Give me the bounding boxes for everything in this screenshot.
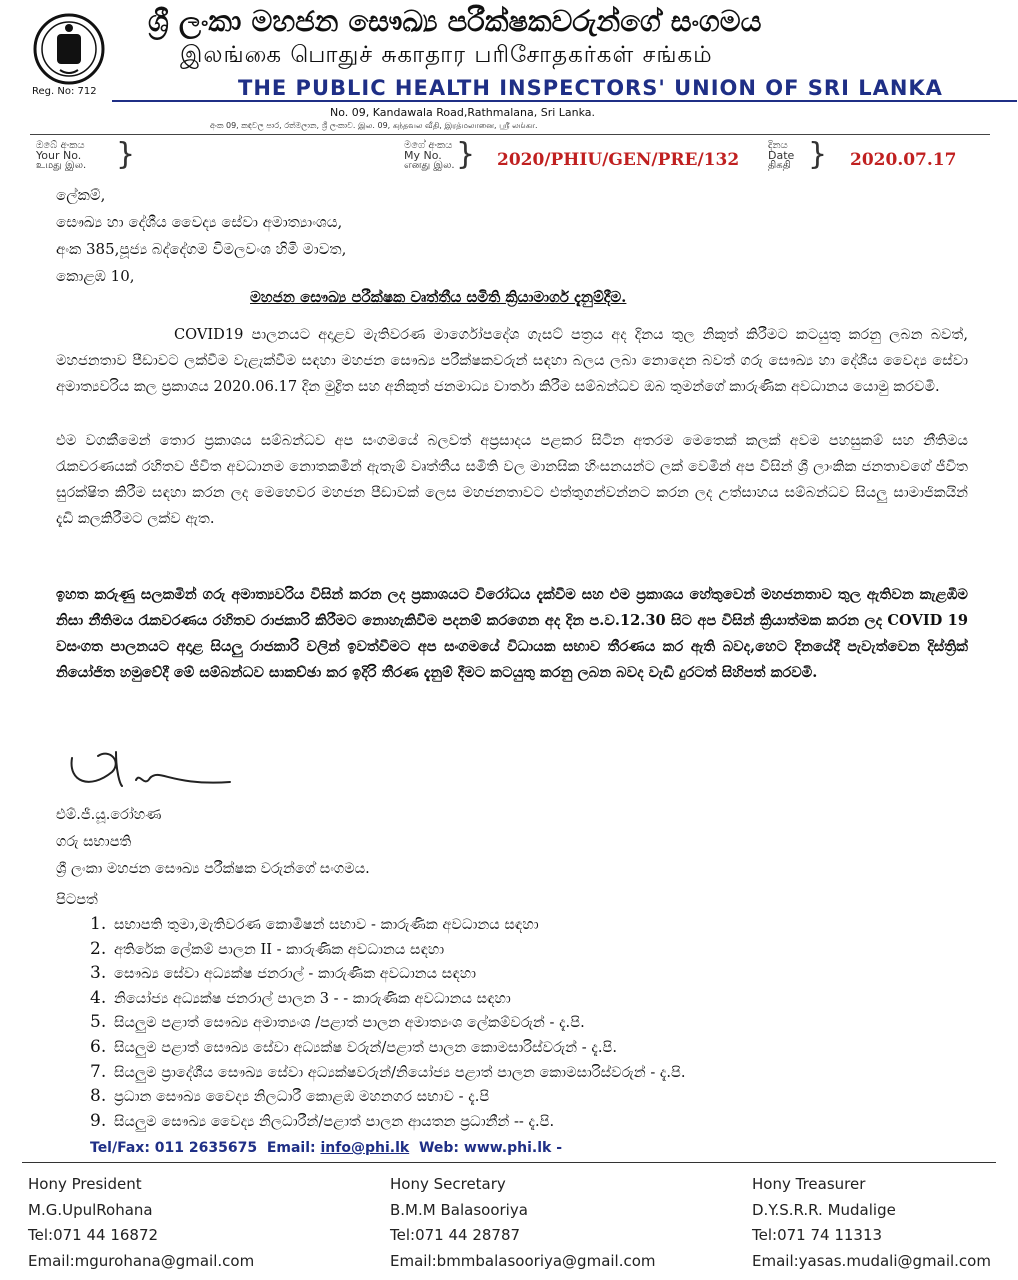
email-label: Email:: [266, 1140, 316, 1156]
list-item: 1. සභාපති තුමා,මැතිවරණ කොමිෂන් සභාව - කාරුණික අවධානය සඳහා: [90, 914, 539, 934]
list-item: 2. අතිරේක ලේකම් පාලන II - කාරුණික අවධානය සඳහා: [90, 938, 445, 959]
contact-line: [90, 1140, 562, 1156]
list-item: 7. සියලුම ප්‍රාදේශීය සෞඛ්‍ය සේවා අධ්‍යක්ෂවරුන්/නියෝජ්‍ය පළාත් පාලන කොමසාරිස්වරුන් - දැ.පි.: [90, 1061, 686, 1082]
registration-number: Reg. No: 712: [32, 86, 97, 97]
my-reference-number: 2020/PHIU/GEN/PRE/132: [497, 150, 740, 170]
my-no-brace: }: [456, 137, 476, 172]
signer-block: [56, 802, 370, 883]
title-sinhala: ශ්‍රී ලංකා මහජන සෞඛ්‍ය පරීක්ෂකවරුන්ගේ සංගමය: [148, 4, 762, 38]
union-emblem-logo: [30, 12, 108, 86]
recipient-line: අංක 385,පූජ්‍ය බද්දේගම විමලවංශ හිමි මාවත,: [56, 240, 347, 258]
recipient-line: කොළඹ 10,: [56, 267, 135, 285]
address-english: No. 09, Kandawala Road,Rathmalana, Sri Lanka.: [330, 106, 596, 119]
list-item: 4. නියෝජ්‍ය අධ්‍යක්ෂ ජනරාල් පාලන 3 - - කාරුණික අවධානය සඳහා: [90, 987, 511, 1008]
title-english: THE PUBLIC HEALTH INSPECTORS' UNION OF SRI LANKA: [238, 76, 943, 100]
date-brace: }: [808, 137, 828, 172]
recipient-line: ලේකම්,: [56, 186, 106, 204]
your-no-label: ඔබේ අංකය Your No. உமது இல.: [36, 140, 87, 171]
recipient-line: සෞඛ්‍ය හා දේශීය වෛද්‍ය සේවා අමාත්‍යාංශය,: [56, 213, 343, 231]
letter-subject: මහජන සෞඛ්‍ය පරීක්ෂක වෘත්තීය සමිති ක්‍රියාමාර්ග දැනුම්දීම.: [250, 288, 627, 306]
officer-secretary: Hony Secretary B.M.M Balasooriya Tel:071 44 28787 Email:bmmbalasooriya@gmail.com: [390, 1175, 656, 1270]
footer-rule: [22, 1162, 996, 1163]
list-item: 3. සෞඛ්‍ය සේවා අධ්‍යක්ෂ ජනරාල් - කාරුණික අවධානය සඳහා: [90, 963, 476, 984]
list-item: 8. ප්‍රධාන සෞඛ්‍ය වෛද්‍ය නිලධාරී කොළඹ මහනගර සභාව - දැ.පි: [90, 1086, 490, 1107]
web-link[interactable]: Web: www.phi.lk -: [418, 1140, 563, 1156]
date-label: දිනය Date திகதி: [768, 140, 795, 171]
telfax: Tel/Fax: 011 2635675: [90, 1140, 258, 1156]
signer-organization: ශ්‍රී ලංකා මහජන සෞඛ්‍ය පරීක්ෂක වරුන්ගේ සංගමය.: [56, 861, 370, 877]
email-link[interactable]: info@phi.lk: [320, 1140, 410, 1156]
body-paragraph-3: ඉහත කරුණු සලකමින් ගරු අමාත්‍යවරිය විසින් කරන ලද ප්‍රකාශයට විරෝධය දැක්වීම සහ එම ප්‍රකාශය හේතුවෙන් මහජනතාව තුල ඇතිවන කැළඹීම නිසා නීතිමය රැකවරණය රහිතව රාජකාරි කිරීමට නොහැකිවීම පදනම් කරගෙන අද දින ප.ව.12.30 සිට අප විසින් ක්‍රියාත්මක කරන ලද COVID 19 වසංගත පාලනයට අදාළ සියලු රාජකාරි වලින් ඉවත්වීමට අප සංගමයේ විධායක සභාව තීරණය කර ඇති බවද,හෙට දිනයේදී පැවැත්වෙන දිස්ත්‍රික් නියෝජිත හමුවේදී මේ සම්බන්ධව සාකච්ඡා කර ඉදිරි තීරණ දැනුම් දීමට කටයුතු කරනු ලබන බවද වැඩි දුරටත් සිහිපත් කරවමි.: [56, 586, 968, 681]
handwritten-signature: [60, 742, 240, 798]
body-paragraph-2: එම වගකීමෙන් තොර ප්‍රකාශය සම්බන්ධව අප සංගමයේ බලවත් අප්‍රසාදය පළකර සිටින අතරම මෙතෙක් කලක් අවම පහසුකම් සහ නීතිමය රැකවරණයක් රහිතව ජීවිත අවධානම නොතකමින් ඇතැම් වෘත්තීය සමිති වල මානසික හිංසනයන්ට ලක් වෙමින් අප විසින් ශ්‍රී ලාංකික ජනතාවගේ ජීවිත සුරක්ෂිත කිරීම සඳහා කරන ලද මෙහෙවර මහජන පීඩාවක් ලෙස මහජනතාවට එත්තුගන්වන්නට කරන ලද උත්සාහය සම්බන්ධව සියලු සාමාජිකයින් දැඩි කලකිරීමට ලක්ව ඇත.: [56, 432, 968, 527]
letter-date: 2020.07.17: [850, 150, 957, 170]
list-item: 5. සියලුම පළාත් සෞඛ්‍ය අමාත්‍යංශ /පළාත් පාලන අමාත්‍යංශ ලේකම්වරුන් - දැ.පි.: [90, 1012, 585, 1033]
address-trilingual: අංක 09, කඳවල පාර, රත්මලාන, ශ්‍රී ලංකාව. இல. 09, கந்தவல வீதி, இரத்மலானை, ஸ்ரீ லங்கா.: [210, 121, 538, 130]
my-no-label: මගේ අංකය My No. எனது இல.: [404, 140, 455, 171]
header-rule: [112, 100, 1017, 102]
officer-president: Hony President M.G.UpulRohana Tel:071 44 16872 Email:mgurohana@gmail.com: [28, 1175, 255, 1270]
your-no-brace: }: [116, 137, 136, 172]
body-paragraph-1: COVID19 පාලනයට අදාළව මැතිවරණ මාර්ගෝපදේශ ගැසට් පත්‍රය අද දිනය තුල නිකුත් කිරීමට කටයුතු කරනු ලබන බවත්, මහජනතාව පීඩාවට ලක්වීම වැළැක්වීම සඳහා මහජන සෞඛ්‍ය පරීක්ෂකවරුන් සඳහා බලය ලබා නොදෙන බවත් ගරු සෞඛ්‍ය හා දේශීය වෛද්‍ය සේවා අමාත්‍යවරිය කල ප්‍රකාශය 2020.06.17 දින මුද්‍රිත සහ අනිකුත් ජනමාධ්‍ය වාර්තා කිරීම සම්බන්ධව ඔබ තුමන්ගේ කාරුණික අවධානය යොමු කරවමි.: [56, 326, 968, 395]
officer-treasurer: Hony Treasurer D.Y.S.R.R. Mudalige Tel:071 74 11313 Email:yasas.mudali@gmail.com: [752, 1175, 991, 1270]
copies-list: [90, 912, 686, 1133]
list-item: 9. සියලුම සෞඛ්‍ය වෛද්‍ය නිලධාරීන්/පළාත් පාලන ආයතන ප්‍රධානීන් -- දැ.පි.: [90, 1110, 555, 1131]
signer-name: එම්.ජී.යූ.රෝහණ: [56, 807, 162, 823]
copies-heading: පිටපත්: [56, 892, 98, 908]
signer-title: ගරු සභාපති: [56, 834, 132, 850]
recipient-address: [56, 182, 346, 290]
list-item: 6. සියලුම පළාත් සෞඛ්‍ය සේවා අධ්‍යක්ෂ වරුන්/පළාත් පාලන කොමසාරිස්වරුන් - දැ.පි.: [90, 1036, 617, 1057]
header-divider: [30, 134, 990, 135]
title-tamil: இலங்கை பொதுச் சுகாதார பரிசோதகர்கள் சங்கம்: [180, 42, 713, 68]
